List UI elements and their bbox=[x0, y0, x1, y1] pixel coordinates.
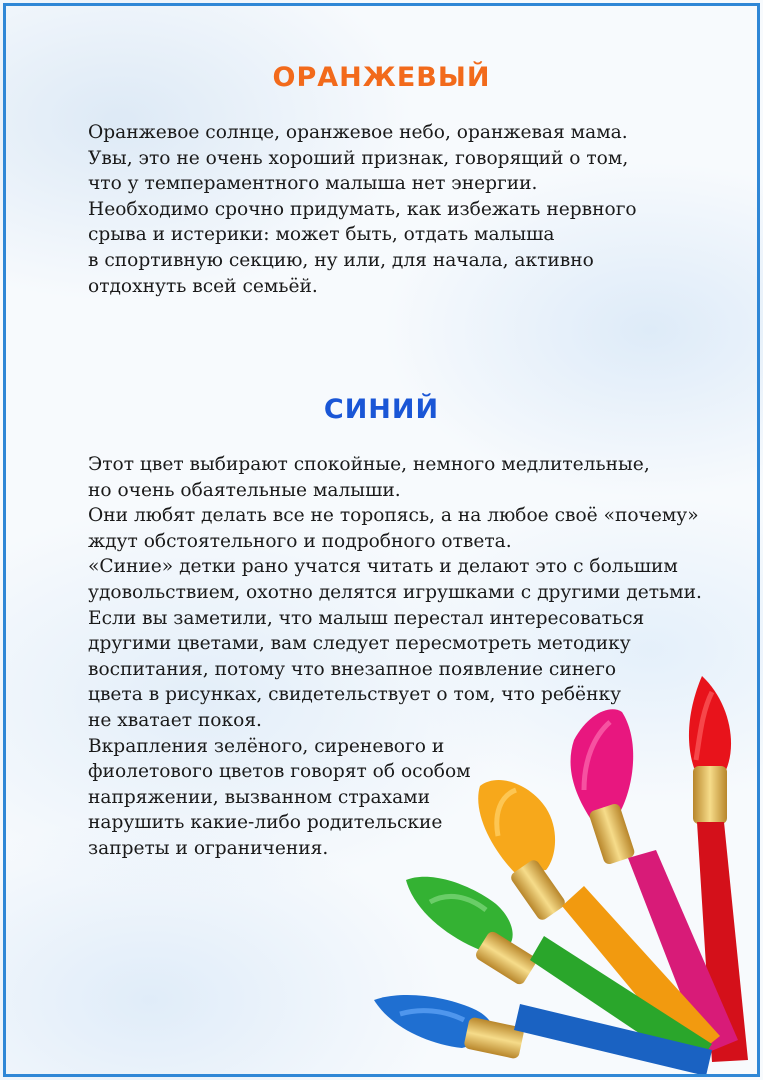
text-line: Этот цвет выбирают спокойные, немного медлительные, bbox=[88, 454, 650, 475]
text-line: Вкрапления зелёного, сиреневого и bbox=[88, 735, 445, 757]
text-line: напряжении, вызванном страхами bbox=[88, 786, 431, 808]
text-line: Если вы заметили, что малыш перестал интересоваться bbox=[88, 607, 645, 629]
text-line: но очень обаятельные малыши. bbox=[88, 479, 401, 501]
text-line: нарушить какие-либо родительские bbox=[88, 812, 443, 834]
text-line: отдохнуть всей семьёй. bbox=[88, 275, 318, 297]
paint-brushes-icon bbox=[360, 660, 763, 1080]
text-line: удовольствием, охотно делятся игрушками с другими детьми. bbox=[88, 581, 702, 603]
text-line: ждут обстоятельного и подробного ответа. bbox=[88, 530, 512, 552]
text-line: срыва и истерики: может быть, отдать малыша bbox=[88, 224, 555, 246]
text-line: цвета в рисунках, свидетельствует о том, что ребёнку bbox=[88, 684, 622, 706]
text-line: Они любят делать все не торопясь, а на любое своё «почему» bbox=[88, 505, 699, 527]
text-line: воспитания, потому что внезапное появление синего bbox=[88, 658, 617, 680]
heading-blue: СИНИЙ bbox=[323, 394, 440, 425]
text-line: что у темпераментного малыша нет энергии. bbox=[88, 173, 538, 195]
text-line: Оранжевое солнце, оранжевое небо, оранжевая мама. bbox=[88, 122, 628, 143]
heading-orange: ОРАНЖЕВЫЙ bbox=[272, 62, 491, 93]
text-line: Необходимо срочно придумать, как избежать нервного bbox=[88, 198, 637, 220]
text-line: запреты и ограничения. bbox=[88, 837, 329, 859]
text-line: Увы, это не очень хороший признак, говорящий о том, bbox=[88, 147, 629, 169]
paragraph-orange bbox=[88, 120, 637, 299]
text-line: «Синие» детки рано учатся читать и делают это с большим bbox=[88, 556, 678, 578]
text-line: в спортивную секцию, ну или, для начала, активно bbox=[88, 249, 594, 271]
text-line: не хватает покоя. bbox=[88, 709, 262, 731]
text-line: другими цветами, вам следует пересмотреть методику bbox=[88, 633, 631, 655]
text-line: фиолетового цветов говорят об особом bbox=[88, 761, 471, 783]
